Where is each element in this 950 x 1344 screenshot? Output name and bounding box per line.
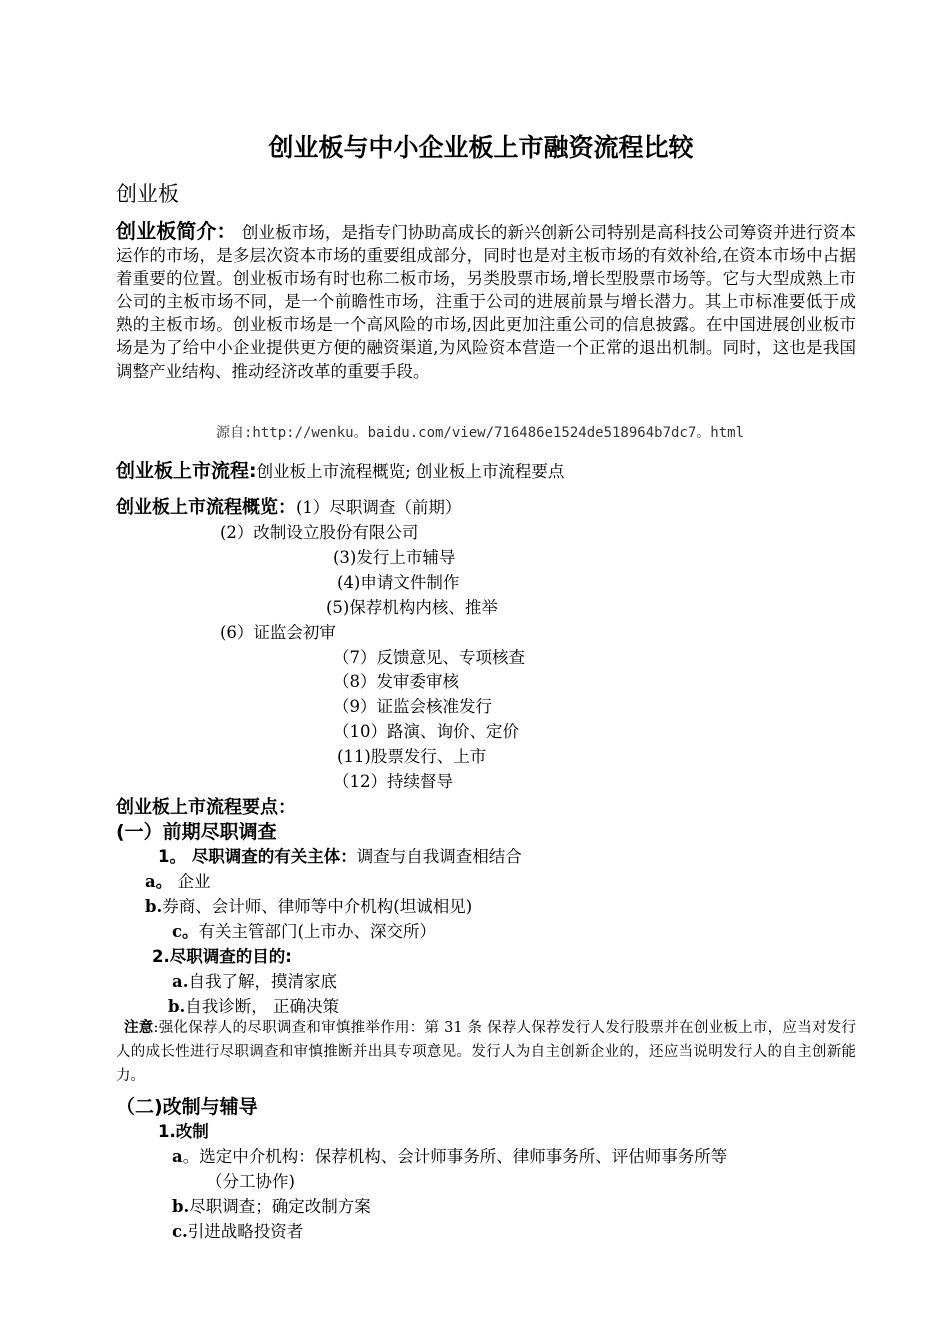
goal-b-label: b. [168, 997, 186, 1016]
reform-b-label: b. [172, 1197, 190, 1216]
subject-b-text: 券商、会计师、律师等中介机构(坦诚相见) [162, 897, 473, 916]
overview-step: （8）发审委审核 [333, 672, 459, 691]
overview-step: (11)股票发行、上市 [337, 747, 487, 766]
part2-item1: 1.改制 [158, 1122, 209, 1141]
goal-b [168, 993, 339, 1017]
reform-c [172, 1218, 303, 1242]
page-title: 创业板与中小企业板上市融资流程比较 [268, 133, 694, 162]
reform-a-text: 。选定中介机构：保荐机构、会计师事务所、律师事务所、评估师事务所等 [182, 1147, 728, 1166]
subject-c-text: 有关主管部门(上市办、深交所） [198, 922, 436, 941]
goal-b-text: 自我诊断， 正确决策 [185, 997, 340, 1016]
goal-a [172, 968, 337, 992]
overview-step: (6）证监会初审 [220, 623, 336, 642]
reform-a-label: a [172, 1147, 183, 1166]
reform-b-text: 尽职调查；确定改制方案 [189, 1197, 371, 1216]
part1-item1-text: 调查与自我调查相结合 [356, 847, 522, 866]
overview-line [116, 493, 461, 519]
subject-a-text: 企业 [172, 872, 211, 891]
part1-heading: (一）前期尽职调查 [116, 821, 277, 843]
reform-c-label: c. [172, 1222, 188, 1241]
goal-a-label: a. [172, 972, 189, 991]
overview-label: 创业板上市流程概览： [116, 497, 296, 518]
keypoints-label: 创业板上市流程要点： [116, 797, 296, 818]
overview-step: (1）尽职调查（前期） [296, 498, 462, 517]
process-label: 创业板上市流程: [116, 460, 257, 482]
reform-b [172, 1193, 371, 1217]
overview-step: (3)发行上市辅导 [333, 548, 456, 567]
overview-step: （10）路演、询价、定价 [333, 722, 519, 741]
note-paragraph [116, 1016, 856, 1088]
part1-item1-label: 1。 尽职调查的有关主体： [158, 847, 357, 866]
subject-b-label: b. [145, 897, 163, 916]
note-label: 注意 [124, 1019, 154, 1036]
section-heading: 创业板 [116, 182, 179, 206]
overview-step: (2）改制设立股份有限公司 [220, 523, 419, 542]
goal-a-text: 自我了解，摸清家底 [188, 972, 337, 991]
subject-c-label: c。 [172, 922, 199, 941]
subject-b [145, 893, 472, 917]
note-text: :强化保荐人的尽职调查和审慎推举作用：第 31 条 保荐人保荐发行人发行股票并在创业板上市，应当对发行人的成长性进行尽职调查和审慎推断并出具专项意见。发行人为自主创新企业的，还应当说明发行人的自主创新能力。 [116, 1020, 857, 1084]
intro-paragraph [116, 220, 856, 383]
overview-step: (5)保荐机构内核、推举 [326, 598, 498, 617]
reform-a-cont: （分工协作) [206, 1172, 295, 1191]
reform-c-text: 引进战略投资者 [187, 1222, 304, 1241]
part1-item1 [158, 843, 522, 867]
overview-step: (4)申请文件制作 [337, 573, 460, 592]
source-line: 源自:http://wenku。baidu.com/view/716486e1524de518964b7dc7。html [216, 425, 745, 441]
overview-step: （7）反馈意见、专项核查 [333, 648, 525, 667]
subject-a-label: a。 [145, 872, 173, 891]
part1-item2: 2.尽职调查的目的: [152, 947, 292, 966]
process-text: 创业板上市流程概览; 创业板上市流程要点 [256, 462, 565, 481]
overview-step: （9）证监会核准发行 [333, 697, 492, 716]
subject-c [172, 918, 436, 942]
intro-text: 创业板市场，是指专门协助高成长的新兴创新公司特别是高科技公司筹资并进行资本运作的市场，是多层次资本市场的重要组成部分，同时也是对主板市场的有效补给,在资本市场中占据着重要的位置。创业板市场有时也称二板市场，另类股票市场,增长型股票市场等。它与大型成熟上市公司的主板市场不同，是一个前瞻性市场，注重于公司的进展前景与增长潜力。其上市标准要低于成熟的主板市场。创业板市场是一个高风险的市场,因此更加注重公司的信息披露。在中国进展创业板市场是为了给中小企业提供更方便的融资渠道,为风险资本营造一个正常的退出机制。同时，这也是我国调整产业结构、推动经济改革的重要手段。 [116, 223, 856, 381]
part2-heading: （二)改制与辅导 [116, 1096, 258, 1118]
subject-a [145, 868, 210, 892]
overview-step: （12）持续督导 [333, 772, 453, 791]
intro-label: 创业板简介： [116, 219, 237, 243]
process-line [116, 456, 564, 483]
reform-a [172, 1143, 727, 1167]
